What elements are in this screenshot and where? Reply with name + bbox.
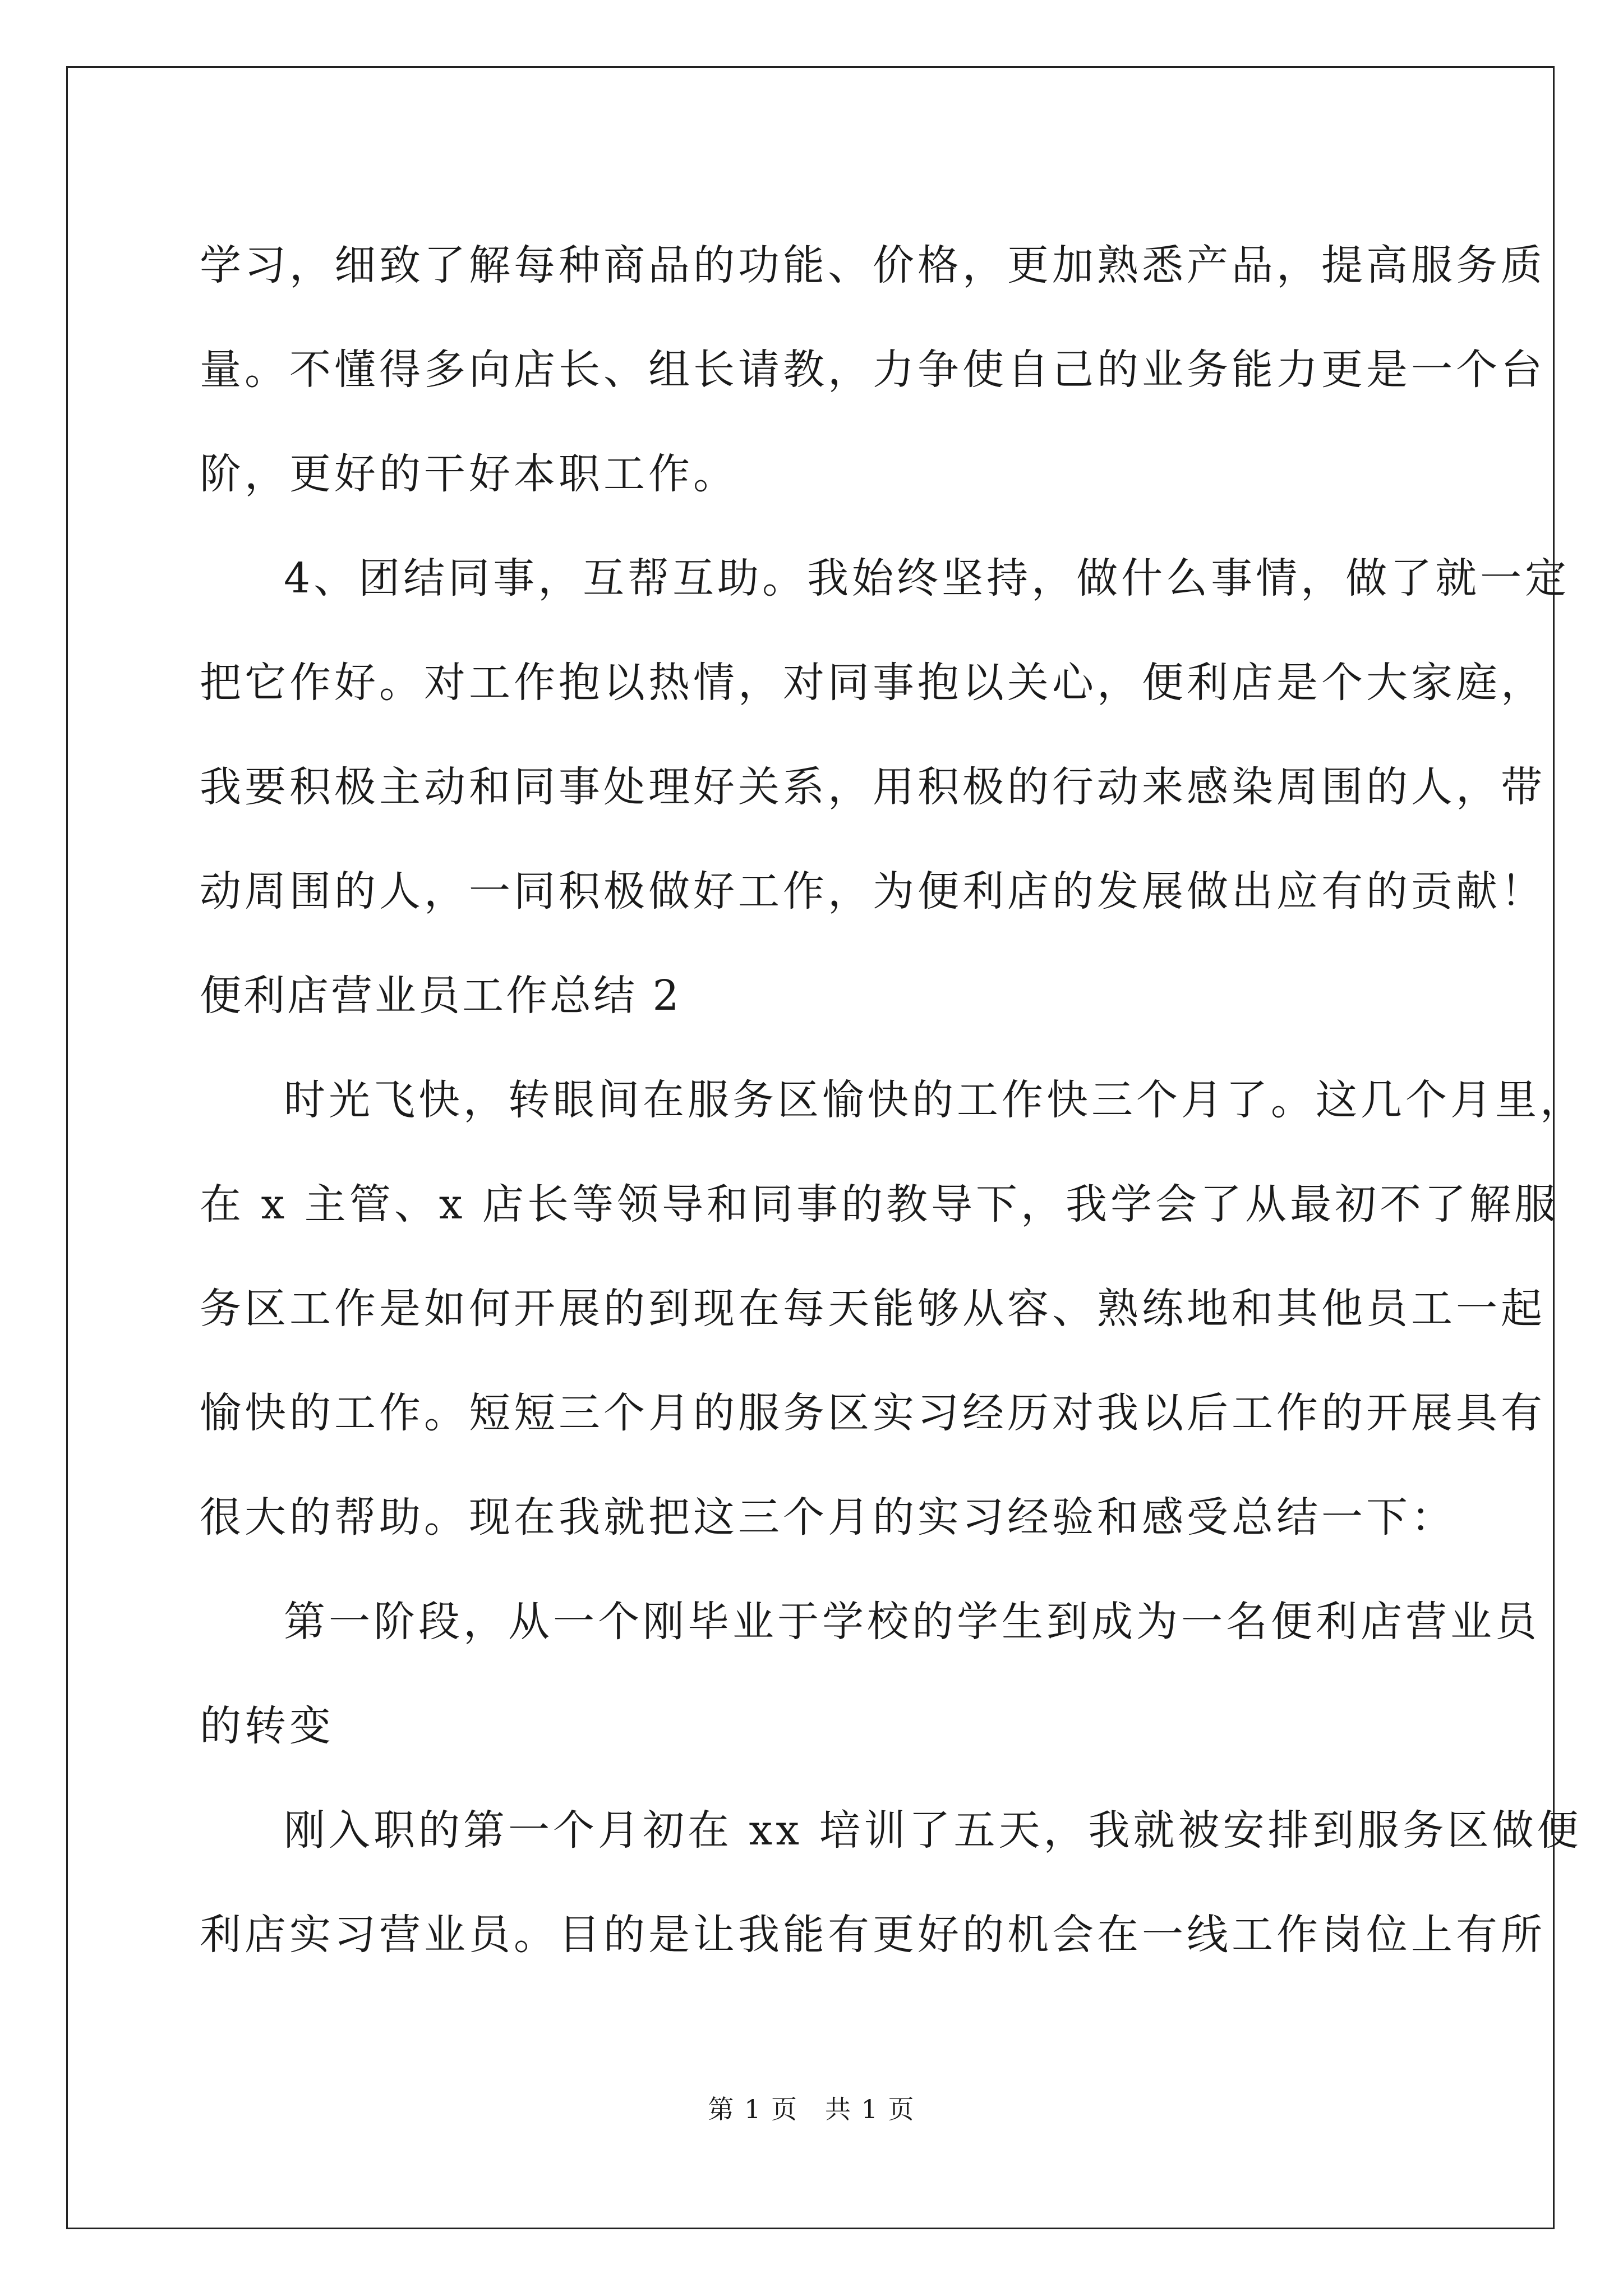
text-line: 量。不懂得多向店长、组长请教，力争使自己的业务能力更是一个台 — [200, 346, 1546, 394]
text-line: 第一阶段，从一个刚毕业于学校的学生到成为一名便利店营业员 — [284, 1598, 1540, 1646]
document-body — [200, 213, 1585, 1987]
text-line: 阶，更好的干好本职工作。 — [200, 450, 738, 498]
text-line: 动周围的人，一同积极做好工作，为便利店的发展做出应有的贡献！ — [200, 867, 1546, 915]
text-line: 刚入职的第一个月初在 xx 培训了五天，我就被安排到服务区做便 — [284, 1806, 1582, 1855]
text-line: 把它作好。对工作抱以热情，对同事抱以关心，便利店是个大家庭， — [200, 659, 1546, 707]
text-line: 学习，细致了解每种商品的功能、价格，更加熟悉产品，提高服务质 — [200, 241, 1546, 289]
text-line: 我要积极主动和同事处理好关系，用积极的行动来感染周围的人，带 — [200, 763, 1546, 811]
text-line: 愉快的工作。短短三个月的服务区实习经历对我以后工作的开展具有 — [200, 1389, 1546, 1437]
text-line: 务区工作是如何开展的到现在每天能够从容、熟练地和其他员工一起 — [200, 1285, 1546, 1333]
text-line: 的转变 — [200, 1702, 334, 1750]
page-footer: 第 1 页 共 1 页 — [708, 2094, 915, 2124]
section-heading: 便利店营业员工作总结 2 — [200, 972, 681, 1020]
text-line: 时光飞快，转眼间在服务区愉快的工作快三个月了。这几个月里， — [284, 1076, 1585, 1124]
text-line: 利店实习营业员。目的是让我能有更好的机会在一线工作岗位上有所 — [200, 1911, 1546, 1959]
text-line: 在 x 主管、x 店长等领导和同事的教导下，我学会了从最初不了解服 — [200, 1180, 1560, 1228]
text-line: 很大的帮助。现在我就把这三个月的实习经验和感受总结一下： — [200, 1493, 1456, 1542]
text-line: 4、团结同事，互帮互助。我始终坚持，做什么事情，做了就一定 — [284, 554, 1570, 602]
